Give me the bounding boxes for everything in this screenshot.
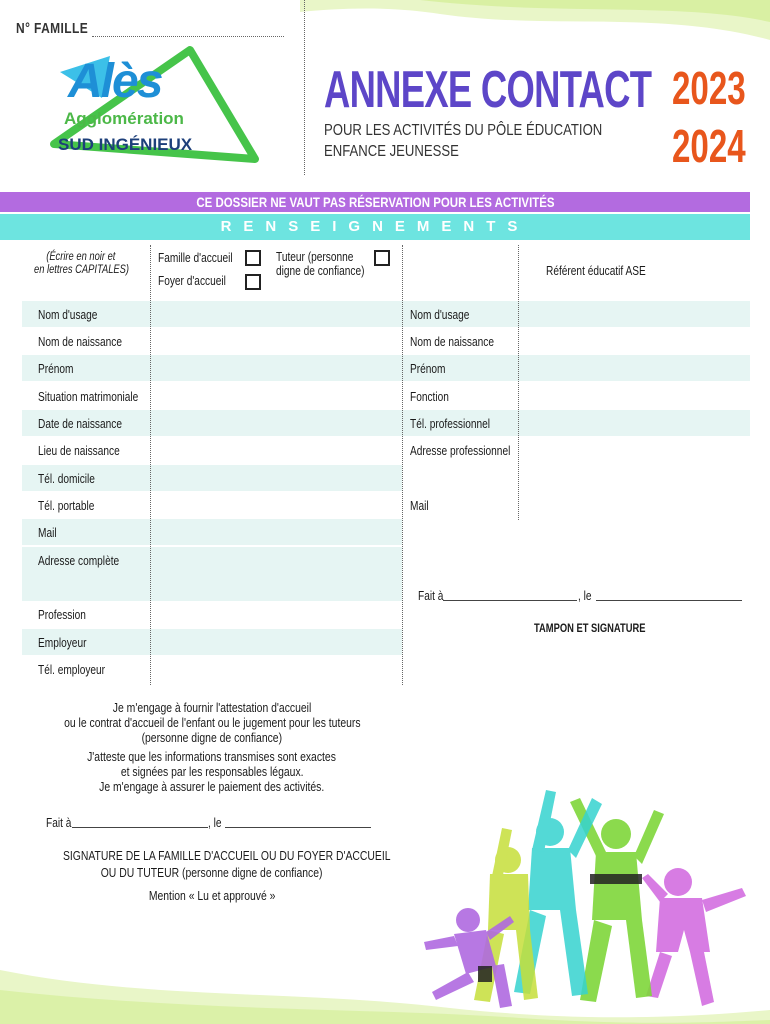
- referent-field-nom-usage: Nom d'usage: [410, 307, 470, 322]
- logo-text-agglomeration: Agglomération: [64, 109, 184, 128]
- left-date-field[interactable]: [225, 827, 371, 828]
- famille-number-field[interactable]: [92, 36, 284, 37]
- field-employeur: Employeur: [38, 635, 87, 650]
- field-lieu-naissance: Lieu de naissance: [38, 443, 120, 458]
- engagement-line-3: (personne digne de confiance): [141, 730, 283, 745]
- option-tuteur-line-1: Tuteur (personne: [276, 249, 354, 264]
- right-column-divider: [518, 245, 519, 520]
- field-tel-portable: Tél. portable: [38, 498, 95, 513]
- referent-field-nom-naissance: Nom de naissance: [410, 334, 494, 349]
- instructions-line-2: en lettres CAPITALES): [34, 262, 130, 276]
- option-famille-accueil-label: Famille d'accueil: [158, 250, 233, 265]
- right-fait-a-label: Fait à: [418, 588, 444, 603]
- engagement-block: [22, 700, 402, 794]
- option-foyer-accueil-checkbox[interactable]: [245, 274, 261, 290]
- subtitle-line-2: ENFANCE JEUNESSE: [324, 143, 459, 160]
- instructions: [34, 250, 128, 276]
- row-shade-1: [22, 301, 750, 327]
- field-date-naissance: Date de naissance: [38, 416, 122, 431]
- row-shade-5: [22, 519, 402, 545]
- engagement-line-1: Je m'engage à fournir l'attestation d'accueil: [112, 700, 312, 715]
- center-column-divider: [402, 245, 403, 685]
- field-nom-usage: Nom d'usage: [38, 307, 98, 322]
- engagement-line-6: Je m'engage à assurer le paiement des activités.: [99, 779, 325, 794]
- section-header-renseignements: RENSEIGNEMENTS: [0, 214, 750, 240]
- row-shade-3: [22, 410, 750, 436]
- referent-field-tel-professionnel: Tél. professionnel: [410, 416, 491, 431]
- reservation-warning-banner: [0, 192, 750, 212]
- referent-title: Référent éducatif ASE: [546, 263, 646, 278]
- referent-field-mail: Mail: [410, 498, 429, 513]
- option-tuteur-checkbox[interactable]: [374, 250, 390, 266]
- right-date-field[interactable]: [596, 600, 742, 601]
- signature-block: [22, 848, 402, 903]
- page-subtitle: [324, 120, 602, 162]
- option-tuteur-line-2: digne de confiance): [276, 263, 365, 278]
- referent-field-fonction: Fonction: [410, 389, 449, 404]
- signature-mention: Mention « Lu et approuvé »: [148, 888, 276, 903]
- page-title: ANNEXE CONTACT: [324, 61, 652, 119]
- left-fait-a-field[interactable]: [72, 827, 208, 828]
- header-divider: [304, 0, 305, 175]
- year-start: 2023: [672, 62, 746, 114]
- signature-line-2: OU DU TUTEUR (personne digne de confiance): [101, 865, 323, 880]
- famille-number-label: N° FAMILLE: [16, 20, 89, 37]
- left-date-label: , le: [208, 815, 222, 830]
- ales-agglomeration-logo: [50, 44, 265, 169]
- right-date-label: , le: [578, 588, 592, 603]
- instructions-line-1: (Écrire en noir et: [46, 249, 116, 263]
- engagement-line-2: ou le contrat d'accueil de l'enfant ou le jugement pour les tuteurs: [63, 715, 361, 730]
- option-famille-accueil-checkbox[interactable]: [245, 250, 261, 266]
- reservation-warning-text: CE DOSSIER NE VAUT PAS RÉSERVATION POUR LES ACTIVITÉS: [195, 194, 555, 210]
- right-fait-a-field[interactable]: [443, 600, 577, 601]
- field-prenom: Prénom: [38, 361, 74, 376]
- jumping-children-illustration-icon: [420, 770, 760, 1020]
- logo-text-ales: Alès: [68, 55, 162, 108]
- field-nom-naissance: Nom de naissance: [38, 334, 122, 349]
- signature-line-1: SIGNATURE DE LA FAMILLE D'ACCUEIL OU DU FOYER D'ACCUEIL: [62, 848, 391, 863]
- top-wave-decoration: [300, 0, 770, 60]
- tampon-signature-label: TAMPON ET SIGNATURE: [534, 621, 646, 635]
- field-situation-matrimoniale: Situation matrimoniale: [38, 389, 139, 404]
- field-tel-domicile: Tél. domicile: [38, 471, 95, 486]
- row-shade-2: [22, 355, 750, 381]
- left-column-divider: [150, 245, 151, 685]
- field-tel-employeur: Tél. employeur: [38, 662, 106, 677]
- field-profession: Profession: [38, 607, 86, 622]
- field-adresse-complete: Adresse complète: [38, 553, 120, 568]
- field-mail: Mail: [38, 525, 57, 540]
- year-end: 2024: [672, 120, 746, 172]
- subtitle-line-1: POUR LES ACTIVITÉS DU PÔLE ÉDUCATION: [324, 122, 603, 139]
- referent-field-prenom: Prénom: [410, 361, 446, 376]
- option-tuteur-label: [276, 250, 365, 278]
- engagement-line-4: J'atteste que les informations transmises sont exactes: [87, 749, 337, 764]
- referent-field-adresse-professionnel: Adresse professionnel: [410, 443, 511, 458]
- engagement-line-5: et signées par les responsables légaux.: [120, 764, 304, 779]
- left-fait-a-label: Fait à: [46, 815, 72, 830]
- option-foyer-accueil-label: Foyer d'accueil: [158, 273, 226, 288]
- logo-text-sud-ingenieux: SUD INGÉNIEUX: [58, 135, 193, 154]
